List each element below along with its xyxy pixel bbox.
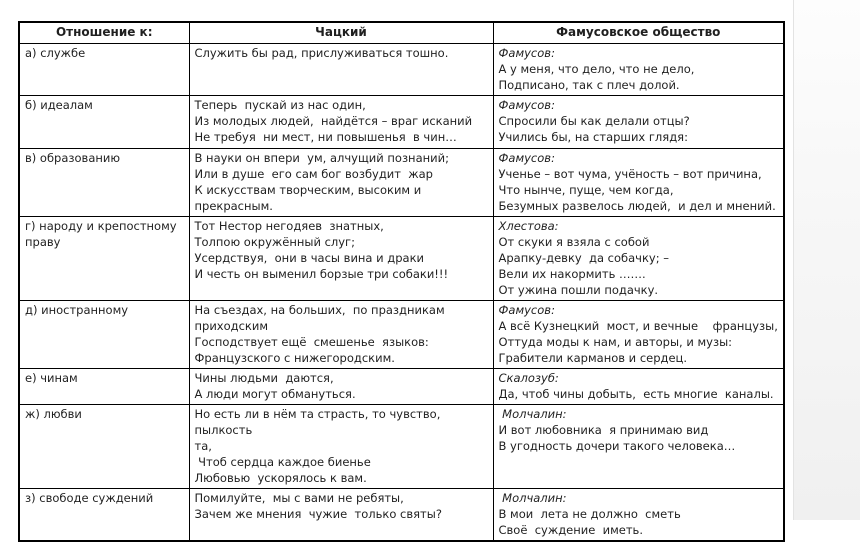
chatsky-quote-cell bbox=[189, 217, 493, 301]
header-chatsky: Чацкий bbox=[189, 22, 493, 44]
aspect-label: в) образованию bbox=[25, 151, 121, 165]
table-row bbox=[19, 217, 784, 301]
aspect-label: д) иностранному bbox=[25, 303, 129, 317]
chatsky-quote-line: Господствует ещё смешенье языков: bbox=[194, 335, 429, 349]
aspect-label: г) народу и крепостному праву bbox=[25, 219, 177, 249]
chatsky-quote-line: На съездах, на больших, по праздникам bbox=[194, 303, 445, 317]
table-row bbox=[19, 405, 784, 489]
aspect-label: е) чинам bbox=[25, 371, 78, 385]
table-header-row bbox=[19, 22, 784, 44]
speaker-name: Молчалин: bbox=[498, 407, 567, 421]
chatsky-quote-line: Из молодых людей, найдётся – враг исканий bbox=[194, 114, 473, 128]
chatsky-quote-cell bbox=[189, 405, 493, 489]
speaker-name: Фамусов: bbox=[498, 98, 555, 112]
chatsky-quote-line: И честь он выменил борзые три собаки!!! bbox=[194, 267, 449, 281]
chatsky-quote-line: Зачем же мнения чужие только святы? bbox=[194, 507, 442, 521]
speaker-name: Фамусов: bbox=[498, 46, 555, 60]
society-quote-line: Да, чтоб чины добыть, есть многие каналы. bbox=[498, 387, 774, 401]
society-quote-line: Учились бы, на старших глядя: bbox=[498, 130, 688, 144]
table-row bbox=[19, 44, 784, 96]
aspect-cell bbox=[19, 217, 189, 301]
page-right-gutter bbox=[793, 0, 860, 520]
society-quote-line: А всё Кузнецкий мост, и вечные французы, bbox=[498, 319, 778, 333]
table-row bbox=[19, 369, 784, 405]
chatsky-quote-line: Теперь пускай из нас один, bbox=[194, 98, 366, 112]
society-quote-line: Ученье – вот чума, учёность – вот причина, bbox=[498, 167, 762, 181]
society-quote-cell bbox=[493, 405, 784, 489]
chatsky-quote-line: приходским bbox=[194, 319, 269, 333]
speaker-name: Молчалин: bbox=[498, 491, 567, 505]
society-quote-line: Оттуда моды к нам, и авторы, и музы: bbox=[498, 335, 733, 349]
chatsky-quote-cell bbox=[189, 489, 493, 542]
chatsky-quote-line: Толпою окружённый слуг; bbox=[194, 235, 355, 249]
comparison-table-body bbox=[19, 44, 784, 542]
aspect-cell bbox=[19, 489, 189, 542]
society-quote-cell bbox=[493, 369, 784, 405]
society-quote-line: И вот любовника я принимаю вид bbox=[498, 423, 709, 437]
header-attitude-to: Отношение к: bbox=[19, 22, 189, 44]
society-quote-line: Подписано, так с плеч долой. bbox=[498, 78, 680, 92]
chatsky-quote-cell bbox=[189, 96, 493, 149]
society-quote-line: Вели их накормить ……. bbox=[498, 267, 646, 281]
chatsky-quote-line: Любовью ускорялось к вам. bbox=[194, 471, 367, 485]
aspect-cell bbox=[19, 44, 189, 96]
aspect-label: ж) любви bbox=[25, 407, 82, 421]
aspect-cell bbox=[19, 96, 189, 149]
table-row bbox=[19, 489, 784, 542]
society-quote-line: Что нынче, пуще, чем когда, bbox=[498, 183, 674, 197]
chatsky-quote-line: Чины людьми даются, bbox=[194, 371, 334, 385]
chatsky-quote-line: К искусствам творческим, высоким и прекрасным. bbox=[194, 183, 425, 213]
aspect-cell bbox=[19, 301, 189, 369]
society-quote-line: Арапку-девку да собачку; – bbox=[498, 251, 669, 265]
table-row bbox=[19, 301, 784, 369]
chatsky-quote-line: Усердствуя, они в часы вина и драки bbox=[194, 251, 424, 265]
speaker-name: Фамусов: bbox=[498, 151, 555, 165]
chatsky-quote-cell bbox=[189, 301, 493, 369]
society-quote-line: Безумных развелось людей, и дел и мнений. bbox=[498, 199, 776, 213]
society-quote-line: Грабители карманов и сердец. bbox=[498, 351, 688, 365]
chatsky-quote-line: Но есть ли в нём та страсть, то чувство, пылкость bbox=[194, 407, 445, 437]
comparison-table bbox=[18, 21, 785, 542]
society-quote-cell bbox=[493, 149, 784, 217]
society-quote-cell bbox=[493, 301, 784, 369]
table-row bbox=[19, 149, 784, 217]
chatsky-quote-line: А люди могут обмануться. bbox=[194, 387, 356, 401]
aspect-cell bbox=[19, 369, 189, 405]
chatsky-quote-cell bbox=[189, 44, 493, 96]
aspect-label: а) службе bbox=[25, 46, 86, 60]
society-quote-cell bbox=[493, 96, 784, 149]
chatsky-quote-line: Тот Нестор негодяев знатных, bbox=[194, 219, 384, 233]
chatsky-quote-line: В науки он впери ум, алчущий познаний; bbox=[194, 151, 449, 165]
speaker-name: Хлестова: bbox=[498, 219, 559, 233]
speaker-name: Скалозуб: bbox=[498, 371, 559, 385]
society-quote-line: От ужина пошли подачку. bbox=[498, 283, 659, 297]
society-quote-cell bbox=[493, 44, 784, 96]
society-quote-line: В мои лета не должно сметь bbox=[498, 507, 681, 521]
society-quote-line: Спросили бы как делали отцы? bbox=[498, 114, 690, 128]
chatsky-quote-line: Французского с нижегородским. bbox=[194, 351, 395, 365]
chatsky-quote-line: та, bbox=[194, 439, 212, 453]
aspect-cell bbox=[19, 149, 189, 217]
society-quote-line: Своё суждение иметь. bbox=[498, 523, 643, 537]
aspect-cell bbox=[19, 405, 189, 489]
society-quote-line: В угодность дочери такого человека… bbox=[498, 439, 736, 453]
header-famus-society: Фамусовское общество bbox=[493, 22, 784, 44]
society-quote-cell bbox=[493, 217, 784, 301]
chatsky-quote-line: Чтоб сердца каждое биенье bbox=[194, 455, 371, 469]
society-quote-line: От скуки я взяла с собой bbox=[498, 235, 650, 249]
chatsky-quote-line: Не требуя ни мест, ни повышенья в чин… bbox=[194, 130, 457, 144]
table-row bbox=[19, 96, 784, 149]
society-quote-cell bbox=[493, 489, 784, 542]
chatsky-quote-line: Помилуйте, мы с вами не ребяты, bbox=[194, 491, 404, 505]
chatsky-quote-cell bbox=[189, 149, 493, 217]
chatsky-quote-line: Служить бы рад, прислуживаться тошно. bbox=[194, 46, 449, 60]
speaker-name: Фамусов: bbox=[498, 303, 555, 317]
aspect-label: з) свободе суждений bbox=[25, 491, 154, 505]
aspect-label: б) идеалам bbox=[25, 98, 93, 112]
society-quote-line: А у меня, что дело, что не дело, bbox=[498, 62, 695, 76]
chatsky-quote-line: Или в душе его сам бог возбудит жар bbox=[194, 167, 433, 181]
chatsky-quote-cell bbox=[189, 369, 493, 405]
